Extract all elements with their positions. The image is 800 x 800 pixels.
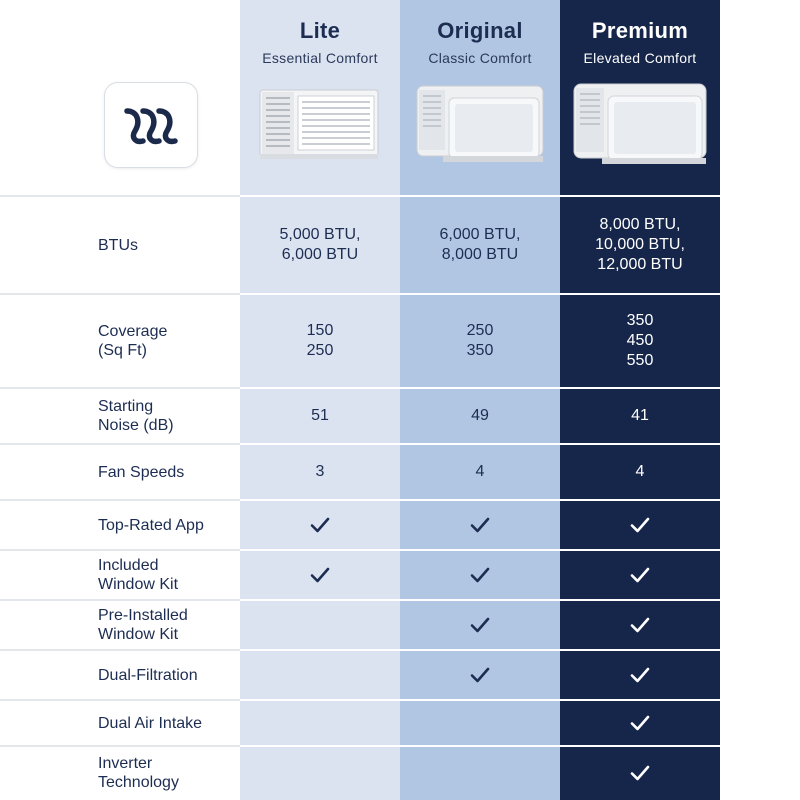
lite-value-line: 250	[306, 342, 334, 359]
checkmark-icon	[469, 514, 491, 536]
checkmark-icon	[469, 664, 491, 686]
original-checkmark-cell	[400, 564, 560, 586]
row-label	[98, 714, 202, 733]
original-name: Original	[437, 18, 523, 43]
row-label	[98, 666, 198, 685]
row-label-line: BTUs	[98, 236, 138, 254]
separator-segment	[240, 443, 400, 445]
checkmark-icon	[309, 514, 331, 536]
brand-logo-card	[104, 82, 198, 168]
row-label-line: Window Kit	[98, 626, 179, 643]
row-label-line: Top-Rated App	[98, 516, 204, 534]
row-separator	[0, 387, 800, 389]
separator-segment	[720, 499, 800, 501]
separator-segment	[240, 549, 400, 551]
separator-segment	[560, 499, 720, 501]
separator-segment	[240, 499, 400, 501]
separator-segment	[720, 599, 800, 601]
row-label	[98, 556, 178, 594]
separator-segment	[240, 293, 400, 295]
premium-value-line: 10,000 BTU,	[595, 236, 685, 253]
row-separator	[0, 699, 800, 701]
original-ac-unit-image	[415, 82, 545, 166]
row-separator	[0, 443, 800, 445]
row-label-line: Dual Air Intake	[98, 714, 203, 732]
separator-segment	[560, 195, 720, 197]
checkmark-icon	[629, 614, 651, 636]
original-value-cell	[400, 406, 560, 426]
separator-segment	[240, 649, 400, 651]
separator-segment	[560, 443, 720, 445]
row-label	[98, 606, 188, 644]
separator-segment	[720, 443, 800, 445]
separator-segment	[400, 499, 560, 501]
separator-segment	[720, 293, 800, 295]
checkmark-icon	[629, 564, 651, 586]
row-label-line: Noise (dB)	[98, 417, 174, 434]
original-header	[400, 18, 560, 66]
lite-checkmark-cell	[240, 514, 400, 536]
premium-value-cell	[560, 215, 720, 275]
separator-segment	[240, 599, 400, 601]
row-label	[98, 754, 179, 792]
premium-checkmark-cell	[560, 762, 720, 784]
premium-value-line: 12,000 BTU	[597, 256, 683, 273]
original-value-cell	[400, 321, 560, 361]
separator-segment	[0, 699, 240, 701]
lite-value-line: 51	[311, 407, 329, 424]
separator-segment	[560, 599, 720, 601]
original-value-line: 49	[471, 407, 489, 424]
original-value-line: 350	[466, 342, 494, 359]
row-label-line: Coverage	[98, 323, 168, 340]
three-waves-icon	[121, 103, 181, 147]
separator-segment	[400, 699, 560, 701]
lite-value-line: 3	[315, 463, 325, 480]
row-separator	[0, 293, 800, 295]
lite-value-cell	[240, 406, 400, 426]
original-value-line: 4	[475, 463, 485, 480]
separator-segment	[560, 549, 720, 551]
lite-value-cell	[240, 225, 400, 265]
separator-segment	[240, 195, 400, 197]
premium-value-cell	[560, 311, 720, 371]
checkmark-icon	[309, 564, 331, 586]
checkmark-icon	[629, 664, 651, 686]
separator-segment	[240, 745, 400, 747]
separator-segment	[400, 195, 560, 197]
original-value-cell	[400, 225, 560, 265]
original-value-line: 250	[466, 322, 494, 339]
original-checkmark-cell	[400, 664, 560, 686]
premium-checkmark-cell	[560, 712, 720, 734]
separator-segment	[0, 443, 240, 445]
row-label	[98, 322, 167, 360]
row-label	[98, 516, 204, 535]
separator-segment	[0, 387, 240, 389]
lite-ac-unit-image	[258, 86, 380, 162]
premium-tagline: Elevated Comfort	[583, 50, 697, 66]
row-label-line: Fan Speeds	[98, 463, 185, 481]
premium-value-line: 350	[626, 312, 654, 329]
row-label-line: Inverter	[98, 755, 153, 772]
row-label-line: (Sq Ft)	[98, 342, 147, 359]
separator-segment	[560, 745, 720, 747]
lite-checkmark-cell	[240, 564, 400, 586]
lite-name: Lite	[299, 18, 341, 43]
separator-segment	[720, 549, 800, 551]
row-separator	[0, 499, 800, 501]
row-separator	[0, 195, 800, 197]
premium-header	[560, 18, 720, 66]
separator-segment	[400, 443, 560, 445]
row-label-line: Pre-Installed	[98, 607, 188, 624]
premium-value-line: 41	[631, 407, 649, 424]
lite-value-line: 150	[306, 322, 334, 339]
lite-value-cell	[240, 462, 400, 482]
premium-checkmark-cell	[560, 664, 720, 686]
checkmark-icon	[469, 564, 491, 586]
separator-segment	[720, 387, 800, 389]
checkmark-icon	[629, 514, 651, 536]
premium-value-line: 4	[635, 463, 645, 480]
original-value-cell	[400, 462, 560, 482]
separator-segment	[240, 699, 400, 701]
separator-segment	[560, 699, 720, 701]
separator-segment	[0, 195, 240, 197]
row-label	[98, 236, 138, 255]
row-separator	[0, 649, 800, 651]
row-label-line: Included	[98, 557, 159, 574]
lite-value-line: 5,000 BTU,	[279, 226, 361, 243]
separator-segment	[0, 745, 240, 747]
separator-segment	[0, 549, 240, 551]
row-label-line: Starting	[98, 398, 154, 415]
premium-name: Premium	[591, 18, 689, 43]
premium-value-cell	[560, 462, 720, 482]
separator-segment	[400, 599, 560, 601]
row-label-line: Window Kit	[98, 576, 179, 593]
separator-segment	[0, 293, 240, 295]
separator-segment	[720, 699, 800, 701]
premium-checkmark-cell	[560, 514, 720, 536]
separator-segment	[720, 195, 800, 197]
premium-ac-unit-image	[572, 80, 708, 168]
separator-segment	[560, 293, 720, 295]
row-separator	[0, 745, 800, 747]
lite-value-line: 6,000 BTU	[281, 246, 359, 263]
separator-segment	[720, 745, 800, 747]
separator-segment	[400, 649, 560, 651]
original-checkmark-cell	[400, 514, 560, 536]
row-label-line: Dual-Filtration	[98, 666, 198, 684]
row-separator	[0, 599, 800, 601]
original-tagline: Classic Comfort	[428, 50, 532, 66]
separator-segment	[560, 649, 720, 651]
separator-segment	[720, 649, 800, 651]
premium-value-cell	[560, 406, 720, 426]
separator-segment	[0, 599, 240, 601]
row-separator	[0, 549, 800, 551]
checkmark-icon	[469, 614, 491, 636]
lite-tagline: Essential Comfort	[262, 50, 378, 66]
premium-value-line: 8,000 BTU,	[599, 216, 681, 233]
separator-segment	[0, 499, 240, 501]
premium-checkmark-cell	[560, 564, 720, 586]
premium-value-line: 450	[626, 332, 654, 349]
separator-segment	[400, 549, 560, 551]
checkmark-icon	[629, 712, 651, 734]
row-label	[98, 397, 174, 435]
lite-value-cell	[240, 321, 400, 361]
separator-segment	[400, 293, 560, 295]
separator-segment	[400, 745, 560, 747]
row-label-line: Technology	[98, 774, 179, 791]
separator-segment	[400, 387, 560, 389]
separator-segment	[0, 649, 240, 651]
original-checkmark-cell	[400, 614, 560, 636]
premium-value-line: 550	[626, 352, 654, 369]
lite-header	[240, 18, 400, 66]
original-value-line: 6,000 BTU,	[439, 226, 521, 243]
row-label	[98, 463, 184, 482]
separator-segment	[240, 387, 400, 389]
checkmark-icon	[629, 762, 651, 784]
separator-segment	[560, 387, 720, 389]
premium-checkmark-cell	[560, 614, 720, 636]
original-value-line: 8,000 BTU	[441, 246, 519, 263]
